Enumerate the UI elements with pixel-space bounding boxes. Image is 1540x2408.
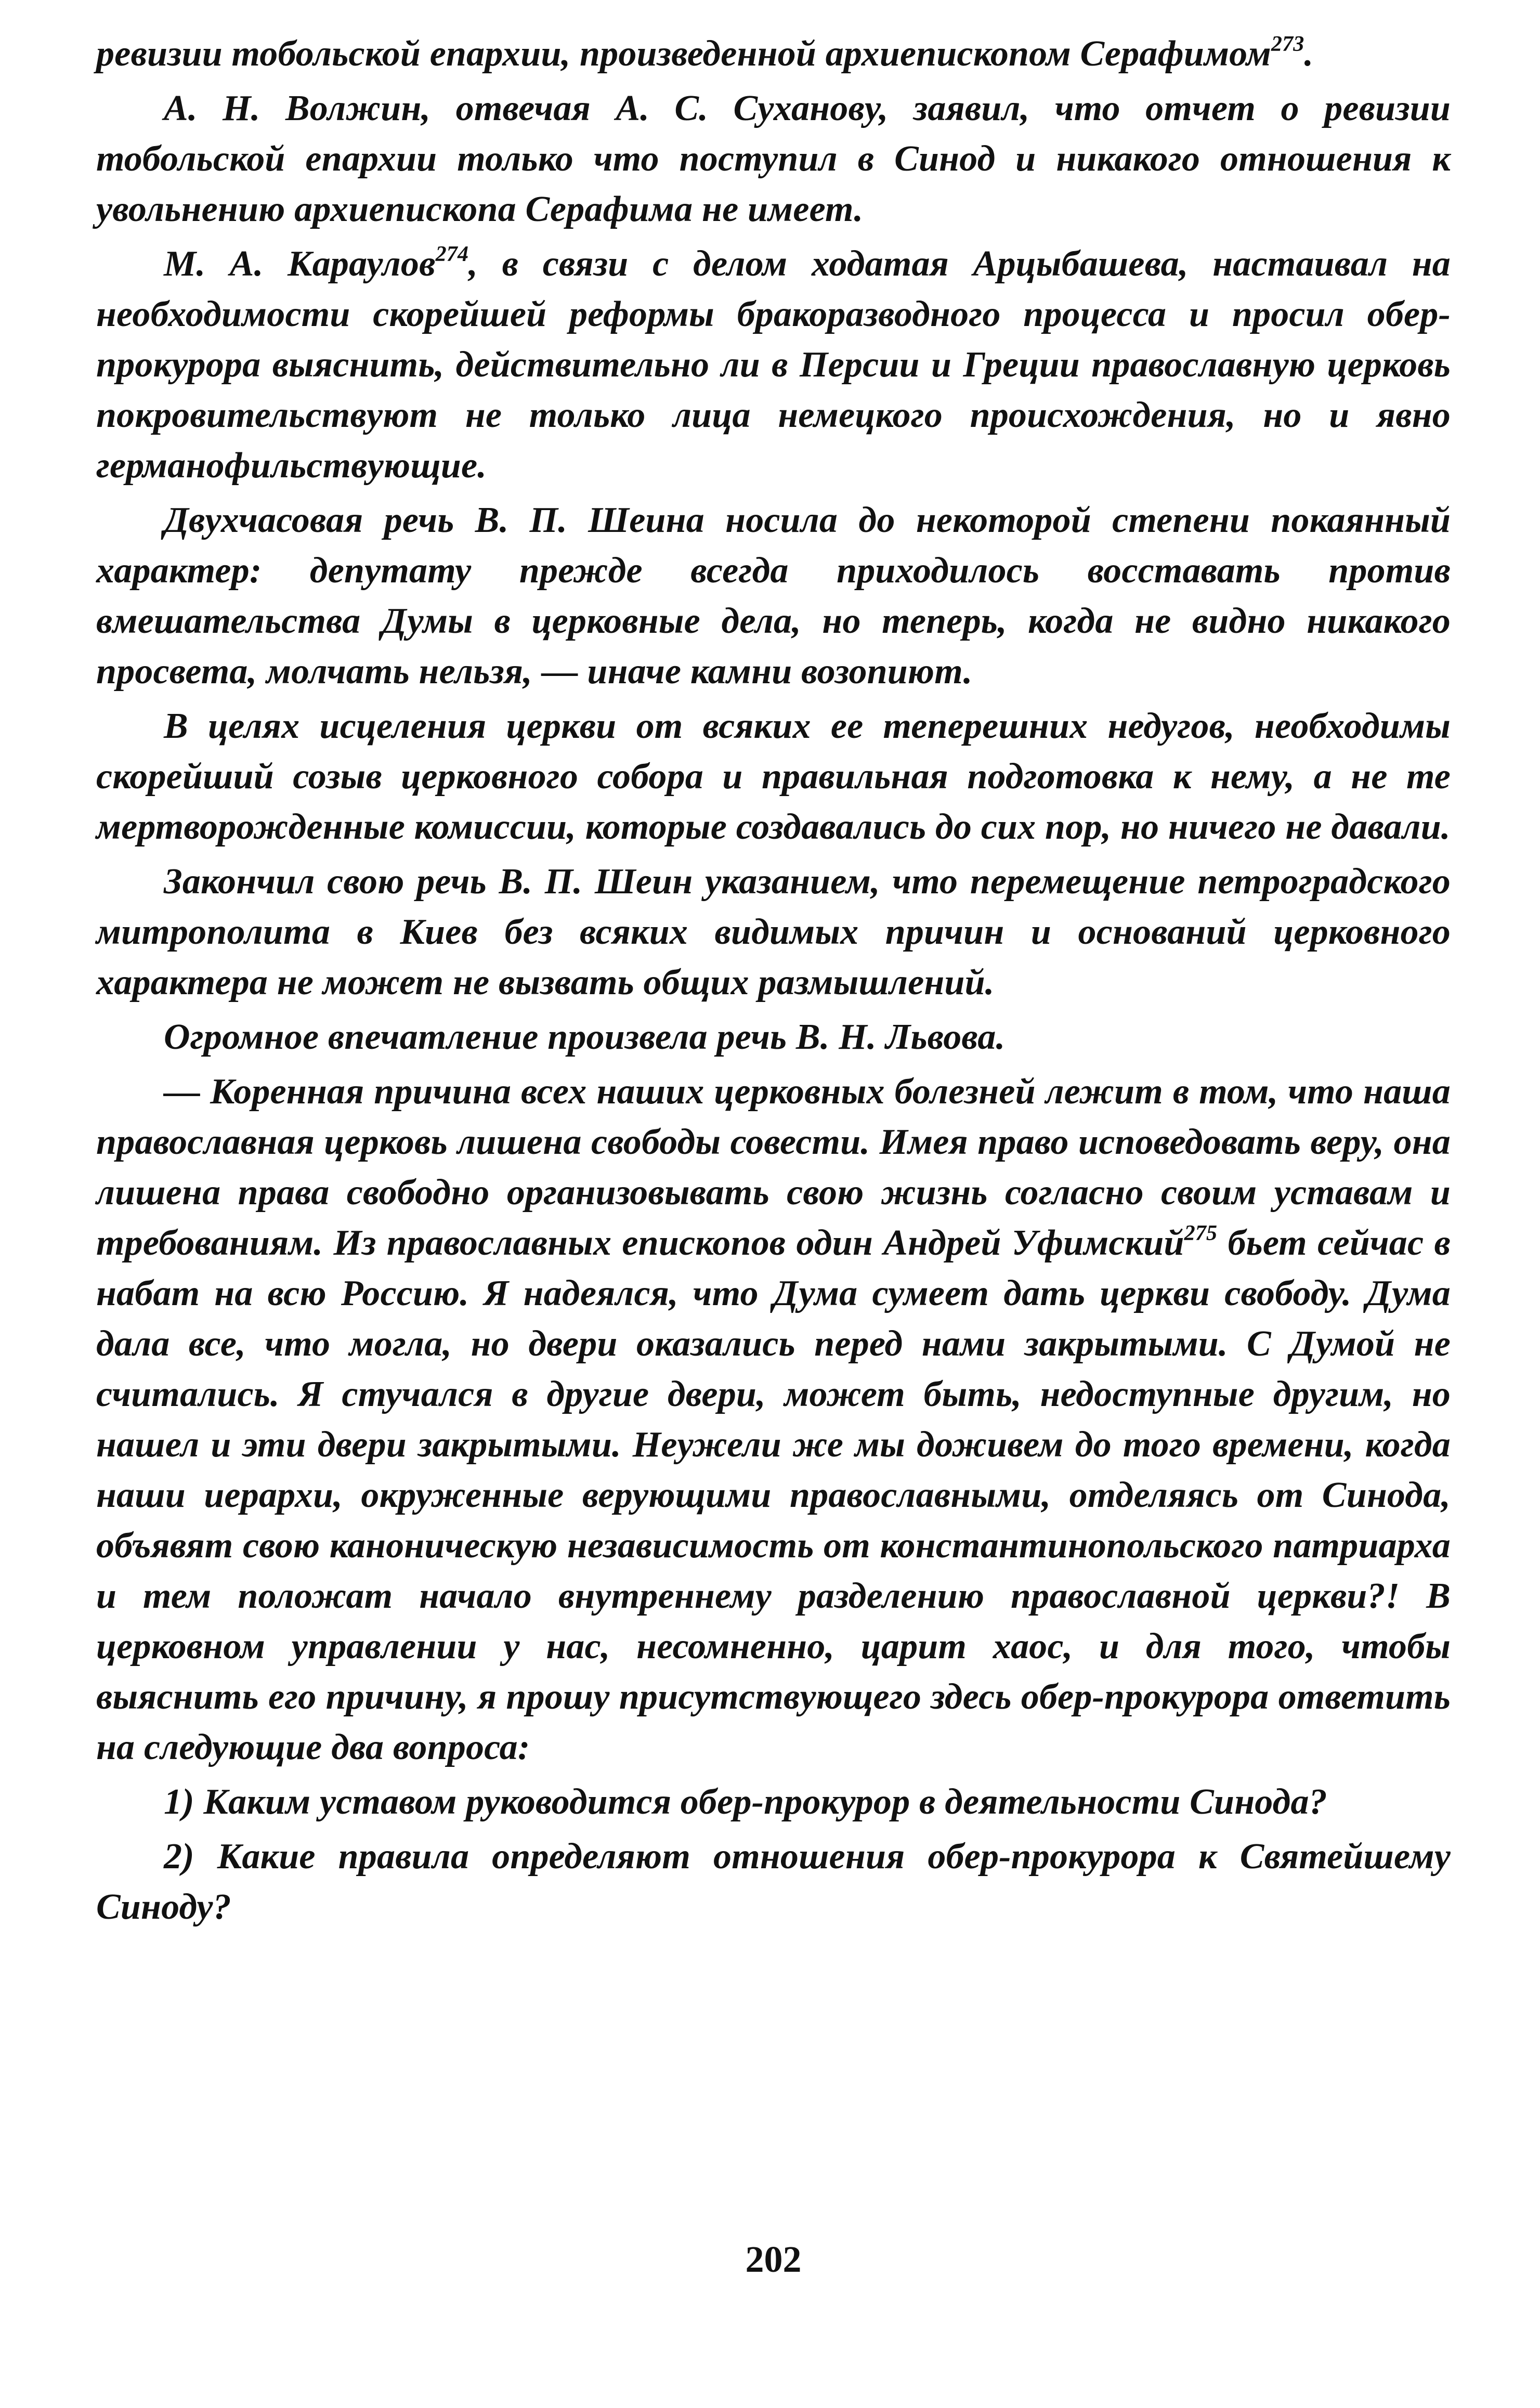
text-run: — Коренная причина всех наших церковных болезней лежит в том, что наша православная церковь лишена свободы совести. Имея право исповедовать веру, она лишена права свободно организовывать свою жизнь согласно своим уставам и требованиям. Из православных епископов один Андрей Уфимский <box>96 1072 1451 1263</box>
paragraph-church-council <box>96 701 1451 852</box>
text-run: М. А. Караулов <box>164 244 436 284</box>
text-run: , в связи с делом ходатая Арцыбашева, настаивал на необходимости скорейшей реформы бракоразводного процесса и просил обер-прокурора выяснить, действительно ли в Персии и Греции православную церковь покровительствуют не только лица немецкого происхождения, но и явно германофильствующие. <box>96 244 1451 486</box>
footnote-ref-274: 274 <box>435 242 469 266</box>
paragraph-volzhin <box>96 83 1451 235</box>
page-body <box>96 29 1451 1932</box>
text-run: 2) Какие правила определяют отношения обер-прокурора к Святейшему Синоду? <box>96 1837 1451 1927</box>
footnote-ref-275: 275 <box>1184 1221 1218 1245</box>
text-run: 1) Каким уставом руководится обер-прокурор в деятельности Синода? <box>164 1782 1327 1822</box>
text-run: Закончил свою речь В. П. Шеин указанием, что перемещение петроградского митрополита в Киев без всяких видимых причин и оснований церковного характера не может не вызвать общих размышлений. <box>96 862 1451 1003</box>
paragraph-shein-speech <box>96 495 1451 697</box>
text-run: А. Н. Волжин, отвечая А. С. Суханову, заявил, что отчет о ревизии тобольской епархии только что поступил в Синод и никакого отношения к увольнению архиепископа Серафима не имеет. <box>96 88 1451 229</box>
book-page <box>96 29 1451 2280</box>
paragraph-karaulov <box>96 239 1451 491</box>
text-run: . <box>1304 34 1314 74</box>
footnote-ref-273: 273 <box>1271 32 1304 56</box>
paragraph-shein-conclusion <box>96 856 1451 1008</box>
text-run: бьет сейчас в набат на всю Россию. Я надеялся, что Дума сумеет дать церкви свободу. Дума дала все, что могла, но двери оказались перед нами закрытыми. С Думой не считались. Я стучался в другие двери, может быть, недоступные другим, но нашел и эти двери закрытыми. Неужели же мы доживем до того времени, когда наши иерархи, окруженные верующими православными, отделяясь от Синода, объявят свою каноническую независимость от константинопольского патриарха и тем положат начало внутреннему разделению православной церкви?! В церковном управлении у нас, несомненно, царит хаос, и для того, чтобы выяснить его причину, я прошу присутствующего здесь обер-прокурора ответить на следующие два вопроса: <box>96 1223 1451 1767</box>
page-number: 202 <box>745 2238 802 2280</box>
paragraph-continuation <box>96 29 1451 79</box>
question-2 <box>96 1831 1451 1932</box>
text-run: Двухчасовая речь В. П. Шеина носила до некоторой степени покаянный характер: депутату прежде всегда приходилось восставать против вмешательства Думы в церковные дела, но теперь, когда не видно никакого просвета, молчать нельзя, — иначе камни возопиют. <box>96 500 1451 692</box>
text-run: В целях исцеления церкви от всяких ее теперешних недугов, необходимы скорейший созыв церковного собора и правильная подготовка к нему, а не те мертворожденные комиссии, которые создавались до сих пор, но ничего не давали. <box>96 706 1451 847</box>
question-1 <box>96 1777 1451 1827</box>
paragraph-lvov-intro <box>96 1012 1451 1062</box>
text-run: Огромное впечатление произвела речь В. Н. Львова. <box>164 1017 1006 1057</box>
text-run: ревизии тобольской епархии, произведенной архиепископом Серафимом <box>96 34 1271 74</box>
paragraph-lvov-speech <box>96 1066 1451 1773</box>
